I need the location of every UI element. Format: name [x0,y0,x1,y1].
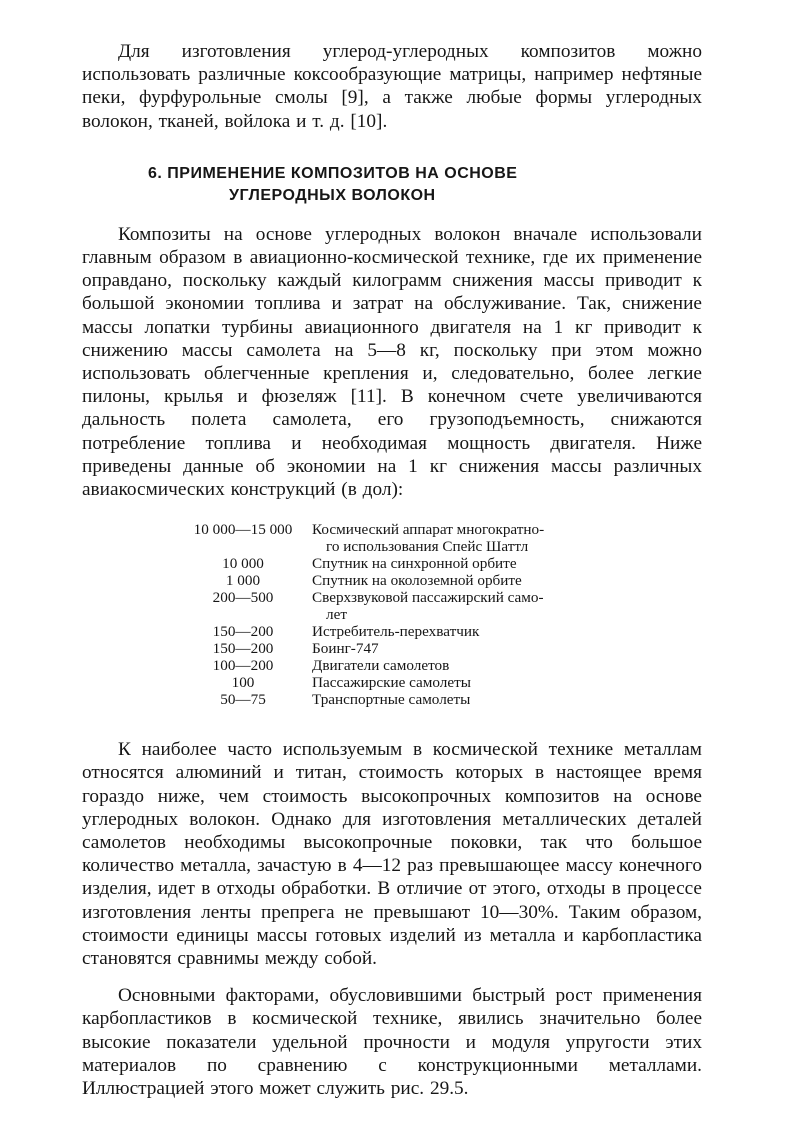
savings-value: 100—200 [212,657,274,675]
savings-value: 50—75 [220,691,266,709]
savings-table-row [82,657,702,674]
savings-table [82,521,702,708]
savings-value: 10 000—15 000 [193,521,293,539]
section-title-line2: УГЛЕРОДНЫХ ВОЛОКОН [229,186,436,204]
savings-table-row [82,572,702,589]
savings-description-line1: Космический аппарат многократно- [312,521,545,539]
savings-description [304,589,612,623]
section-number: 6. [148,164,163,182]
savings-table-row [82,589,702,623]
savings-table-row [82,640,702,657]
savings-table-row [82,623,702,640]
savings-table-row [82,555,702,572]
savings-value: 1 000 [225,572,261,590]
intro-paragraph: Для изготовления углерод-углеродных композитов можно использовать различные коксообразующие матрицы, например нефтяные пеки, фурфурольные смолы [9], а также любые формы углеродных волокон, тканей, войлока и т. д. [10]. [82,41,702,132]
savings-description: Двигатели самолетов [312,657,450,675]
savings-value: 200—500 [212,589,274,607]
savings-value: 10 000 [222,555,264,573]
savings-value: 150—200 [212,640,274,658]
section-heading [82,163,702,207]
savings-description: Транспортные самолеты [312,691,471,709]
savings-description [304,521,612,555]
savings-description: Истребитель-перехватчик [312,623,480,641]
section-heading-line1 [82,163,702,185]
savings-description: Спутник на околоземной орбите [312,572,522,590]
savings-description-line1: Сверхзвуковой пассажирский само- [312,589,544,607]
body-paragraph-1: Композиты на основе углеродных волокон вначале использовали главным образом в авиационно-космической технике, где их применение оправдано, поскольку каждый килограмм снижения массы приводит к большой экономии топлива и затрат на обслуживание. Так, снижение массы лопатки турбины авиационного двигателя на 1 кг приводит к снижению массы самолета на 5—8 кг, поскольку при этом можно использовать облегченные крепления и, следовательно, более легкие пилоны, крылья и фюзеляж [11]. В конечном счете увеличиваются дальность полета самолета, его грузоподъемность, снижаются потребление топлива и необходимая мощность двигателя. Ниже приведены данные об экономии на 1 кг снижения массы различных авиакосмических конструкций (в дол): [82,223,702,501]
savings-value: 150—200 [212,623,274,641]
savings-description: Спутник на синхронной орбите [312,555,517,573]
savings-description-line2: го использования Спейс Шаттл [326,538,529,556]
savings-description: Пассажирские самолеты [312,674,471,692]
body-paragraph-3: Основными факторами, обусловившими быстрый рост применения карбопластиков в космической технике, явились значительно более высокие показатели удельной прочности и модуля упругости этих материалов по сравнению с конструкционными металлами. Иллюстрацией этого может служить рис. 29.5. [82,985,702,1100]
savings-value: 100 [231,674,255,692]
body-paragraph-2: К наиболее часто используемым в космической технике металлам относятся алюминий и титан, стоимость которых в настоящее время гораздо ниже, чем стоимость высокопрочных композитов на основе углеродных волокон. Однако для изготовления металлических деталей самолетов необходимы высокопрочные поковки, так что большое количество металла, зачастую в 4—12 раз превышающее массу конечного изделия, идет в отходы обработки. В отличие от этого, отходы в процессе изготовления ленты препрега не превышают 10—30%. Таким образом, стоимости единицы массы готовых изделий из металла и карбопластика становятся сравнимы между собой. [82,739,702,970]
savings-table-row [82,521,702,555]
document-page [82,40,702,1100]
section-title-line1: ПРИМЕНЕНИЕ КОМПОЗИТОВ НА ОСНОВЕ [167,164,518,182]
savings-table-row [82,691,702,708]
savings-description: Боинг-747 [312,640,379,658]
savings-table-row [82,674,702,691]
savings-description-line2: лет [326,606,347,624]
